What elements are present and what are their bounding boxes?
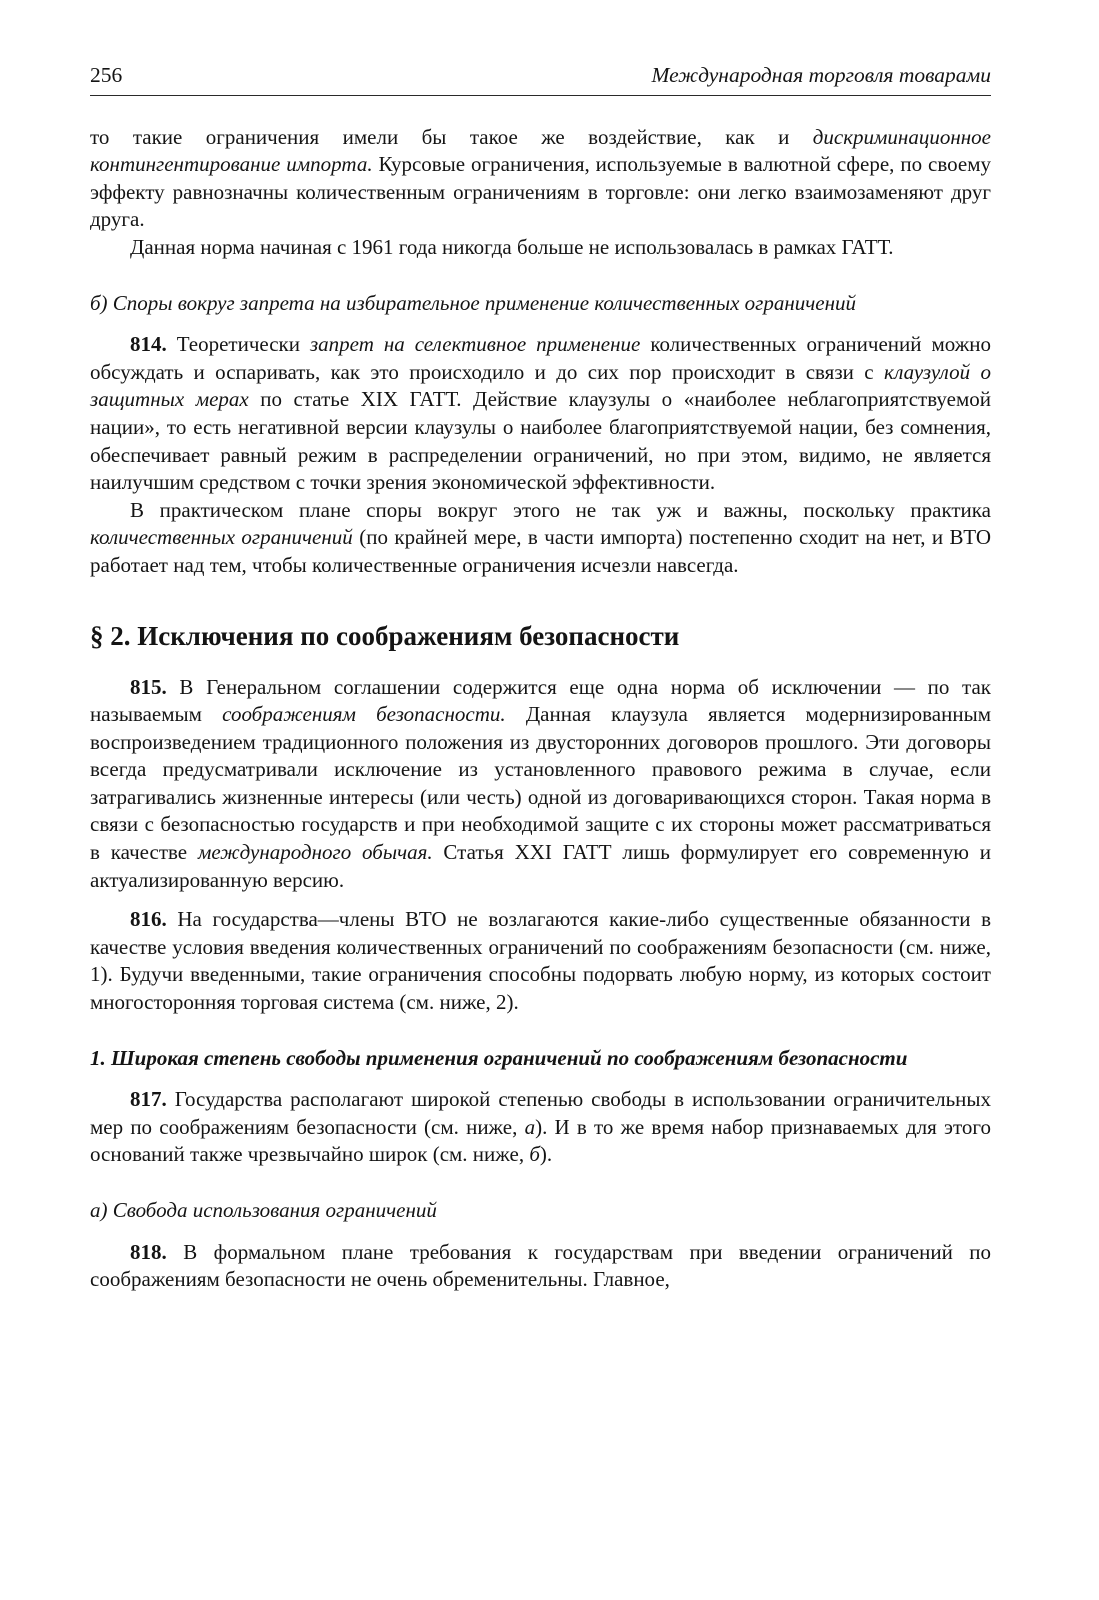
subheading: б) Споры вокруг запрета на избирательное применение количественных ограничений	[90, 290, 857, 315]
text-run: В формальном плане требования к государствам при введении ограничений по соображениям безопасности не очень обременительны. Главное,	[90, 1239, 991, 1292]
paragraph-number: 818.	[130, 1239, 167, 1264]
section-heading: § 2. Исключения по соображениям безопасности	[90, 620, 680, 651]
body-text	[90, 124, 991, 1294]
paragraph	[90, 234, 991, 262]
text-run: Теоретически	[166, 332, 310, 357]
emphasis-text: б	[529, 1142, 540, 1167]
text-run: Данная клаузула является модернизированным воспроизведением традиционного положения из двусторонних договоров прошлого. Эти договоры всегда предусматривали исключение из установленного правового режима в случае, если затрагивались жизненные интересы (или честь) одной из договаривающихся сторон. Такая норма в связи с безопасностью государств и при необходимой защите с их стороны может рассматриваться в качестве	[90, 702, 991, 865]
text-run: ).	[539, 1142, 553, 1167]
paragraph	[90, 906, 991, 1016]
emphasis-text: международного обычая.	[197, 840, 433, 865]
emphasis-text: количественных ограничений	[90, 525, 353, 550]
paragraph-number: 814.	[130, 332, 167, 357]
emphasis-text: дискриминационное контингентирование импорта.	[90, 124, 991, 177]
paragraph	[90, 331, 991, 497]
paragraph-number: 816.	[130, 907, 167, 932]
emphasis-text: а	[524, 1114, 536, 1139]
paragraph-number: 817.	[130, 1087, 167, 1112]
paragraph	[90, 1086, 991, 1169]
paragraph	[90, 1239, 991, 1294]
emphasis-text: запрет на селективное применение	[309, 332, 641, 357]
emphasis-text: клаузулой о защитных мерах	[90, 359, 991, 412]
paragraph	[90, 497, 991, 580]
running-header	[90, 62, 991, 96]
text-run: В практическом плане споры вокруг этого не так уж и важны, поскольку практика	[130, 497, 991, 522]
text-run: (по крайней мере, в части импорта) постепенно сходит на нет, и ВТО работает над тем, чтобы количественные ограничения исчезли навсегда.	[90, 525, 992, 577]
subheading: а) Свобода использования ограничений	[90, 1198, 437, 1222]
emphasis-text: соображениям безопасности.	[222, 702, 506, 727]
text-run: количественных ограничений можно обсуждать и оспаривать, как это происходило и до сих пор происходит в связи с	[90, 332, 991, 384]
text-run: Данная норма начиная с 1961 года никогда больше не использовалась в рамках ГАТТ.	[130, 234, 894, 259]
paragraph	[90, 124, 991, 234]
text-run: На государства—члены ВТО не возлагаются какие-либо существенные обязанности в качестве условия введения количественных ограничений по соображениям безопасности (см. ниже, 1). Будучи введенными, такие ограничения способны подорвать любую норму, из которых состоит многосторонняя торговая система (см. ниже, 2).	[90, 907, 991, 1015]
running-title: Международная торговля товарами	[651, 63, 991, 87]
text-run: ). И в то же время набор признаваемых для этого оснований также чрезвычайно широк (см. ниже,	[90, 1114, 991, 1167]
subheading: 1. Широкая степень свободы применения ограничений по соображениям безопасности	[90, 1045, 908, 1070]
paragraph	[90, 674, 991, 895]
text-run: то такие ограничения имели бы такое же воздействие, как и	[90, 124, 813, 149]
text-run: по статье XIX ГАТТ. Действие клаузулы о «наиболее неблагоприятствуемой нации», то есть негативной версии клаузулы о наиболее благоприятствуемой нации, без сомнения, обеспечивает равный режим в распределении ограничений, но при этом, видимо, не является наилучшим средством с точки зрения экономической эффективности.	[90, 387, 991, 495]
text-run: Статья XXI ГАТТ лишь формулирует его современную и актуализированную версию.	[90, 840, 991, 892]
paragraph-number: 815.	[130, 674, 167, 699]
text-run: Курсовые ограничения, используемые в валютной сфере, по своему эффекту равнозначны количественным ограничениям в торговле: они легко взаимозаменяют друг друга.	[90, 152, 991, 232]
page-number: 256	[90, 63, 123, 87]
text-run: Государства располагают широкой степенью свободы в использовании ограничительных мер по соображениям безопасности (см. ниже,	[90, 1087, 991, 1139]
text-run: В Генеральном соглашении содержится еще одна норма об исключении — по так называемым	[90, 674, 991, 727]
